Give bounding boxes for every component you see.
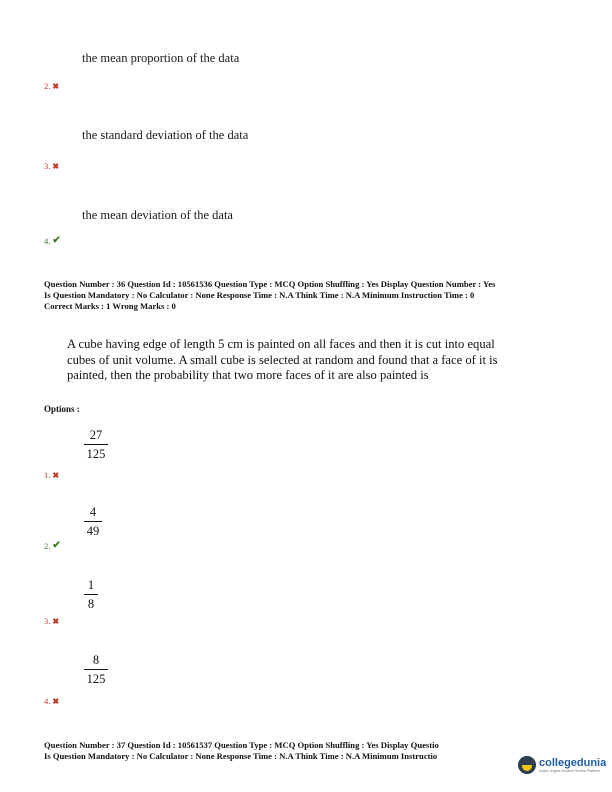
options-label: Options : <box>44 404 80 414</box>
q36-meta-line-3: Correct Marks : 1 Wrong Marks : 0 <box>44 301 176 311</box>
option-number: 3. <box>44 616 51 626</box>
option-number: 2. <box>44 81 51 91</box>
q36-option-2-fraction <box>84 505 102 538</box>
q37-meta-block <box>44 740 508 762</box>
numerator: 1 <box>87 578 95 592</box>
q36-option-3-number <box>44 616 59 626</box>
wrong-mark-icon: ✖ <box>52 470 60 480</box>
fraction-bar <box>84 521 102 522</box>
q36-option-3-fraction <box>84 578 98 611</box>
q36-question-text <box>67 337 498 384</box>
q36-option-4-fraction <box>84 653 108 686</box>
fraction-bar <box>84 669 108 670</box>
q36-option-4-number <box>44 696 59 706</box>
option-number: 3. <box>44 161 51 171</box>
q37-meta-line-2: Is Question Mandatory : No Calculator : None Response Time : N.A Think Time : N.A Minimum Instructio <box>44 751 438 761</box>
q36-meta-line-1: Question Number : 36 Question Id : 10561536 Question Type : MCQ Option Shuffling : Yes Display Question Number : Yes <box>44 279 496 289</box>
denominator: 125 <box>86 447 106 461</box>
fraction-bar <box>84 594 98 595</box>
graduate-icon <box>518 756 536 774</box>
q36-text-line-1: A cube having edge of length 5 cm is painted on all faces and then it is cut into equal <box>67 337 495 351</box>
q36-text-line-3: painted, then the probability that two more faces of it are also painted is <box>67 368 429 382</box>
q36-option-1-number <box>44 470 59 480</box>
option-number: 2. <box>44 540 51 551</box>
prev-option-2-number <box>44 81 59 91</box>
fraction-bar <box>84 444 108 445</box>
numerator: 27 <box>89 428 103 442</box>
collegedunia-logo <box>518 756 608 774</box>
q36-option-2-number <box>44 540 61 551</box>
prev-option-3-number <box>44 161 59 171</box>
logo-tagline: India's largest Student Review Platform <box>539 769 600 773</box>
prev-option-2-text: the standard deviation of the data <box>82 128 249 142</box>
prev-option-3-text: the mean deviation of the data <box>82 208 233 222</box>
numerator: 8 <box>92 653 100 667</box>
denominator: 125 <box>86 672 106 686</box>
prev-option-4-number <box>44 235 61 246</box>
option-number: 4. <box>44 696 51 706</box>
option-number: 4. <box>44 235 51 246</box>
correct-mark-icon: ✔ <box>52 235 61 246</box>
wrong-mark-icon: ✖ <box>52 616 60 626</box>
wrong-mark-icon: ✖ <box>52 161 60 171</box>
q36-text-line-2: cubes of unit volume. A small cube is selected at random and found that a face of it is <box>67 352 498 367</box>
logo-name: collegedunia <box>539 757 607 769</box>
correct-mark-icon: ✔ <box>52 540 61 551</box>
wrong-mark-icon: ✖ <box>52 81 60 91</box>
denominator: 8 <box>87 597 95 611</box>
prev-option-1-text: the mean proportion of the data <box>82 51 240 65</box>
q36-meta-line-2: Is Question Mandatory : No Calculator : None Response Time : N.A Think Time : N.A Minimum Instruction Time : 0 <box>44 290 475 300</box>
numerator: 4 <box>89 505 97 519</box>
option-number: 1. <box>44 470 51 480</box>
denominator: 49 <box>86 524 100 538</box>
wrong-mark-icon: ✖ <box>52 696 60 706</box>
q37-meta-line-1: Question Number : 37 Question Id : 10561537 Question Type : MCQ Option Shuffling : Yes Display Questio <box>44 740 439 750</box>
q36-option-1-fraction <box>84 428 108 461</box>
